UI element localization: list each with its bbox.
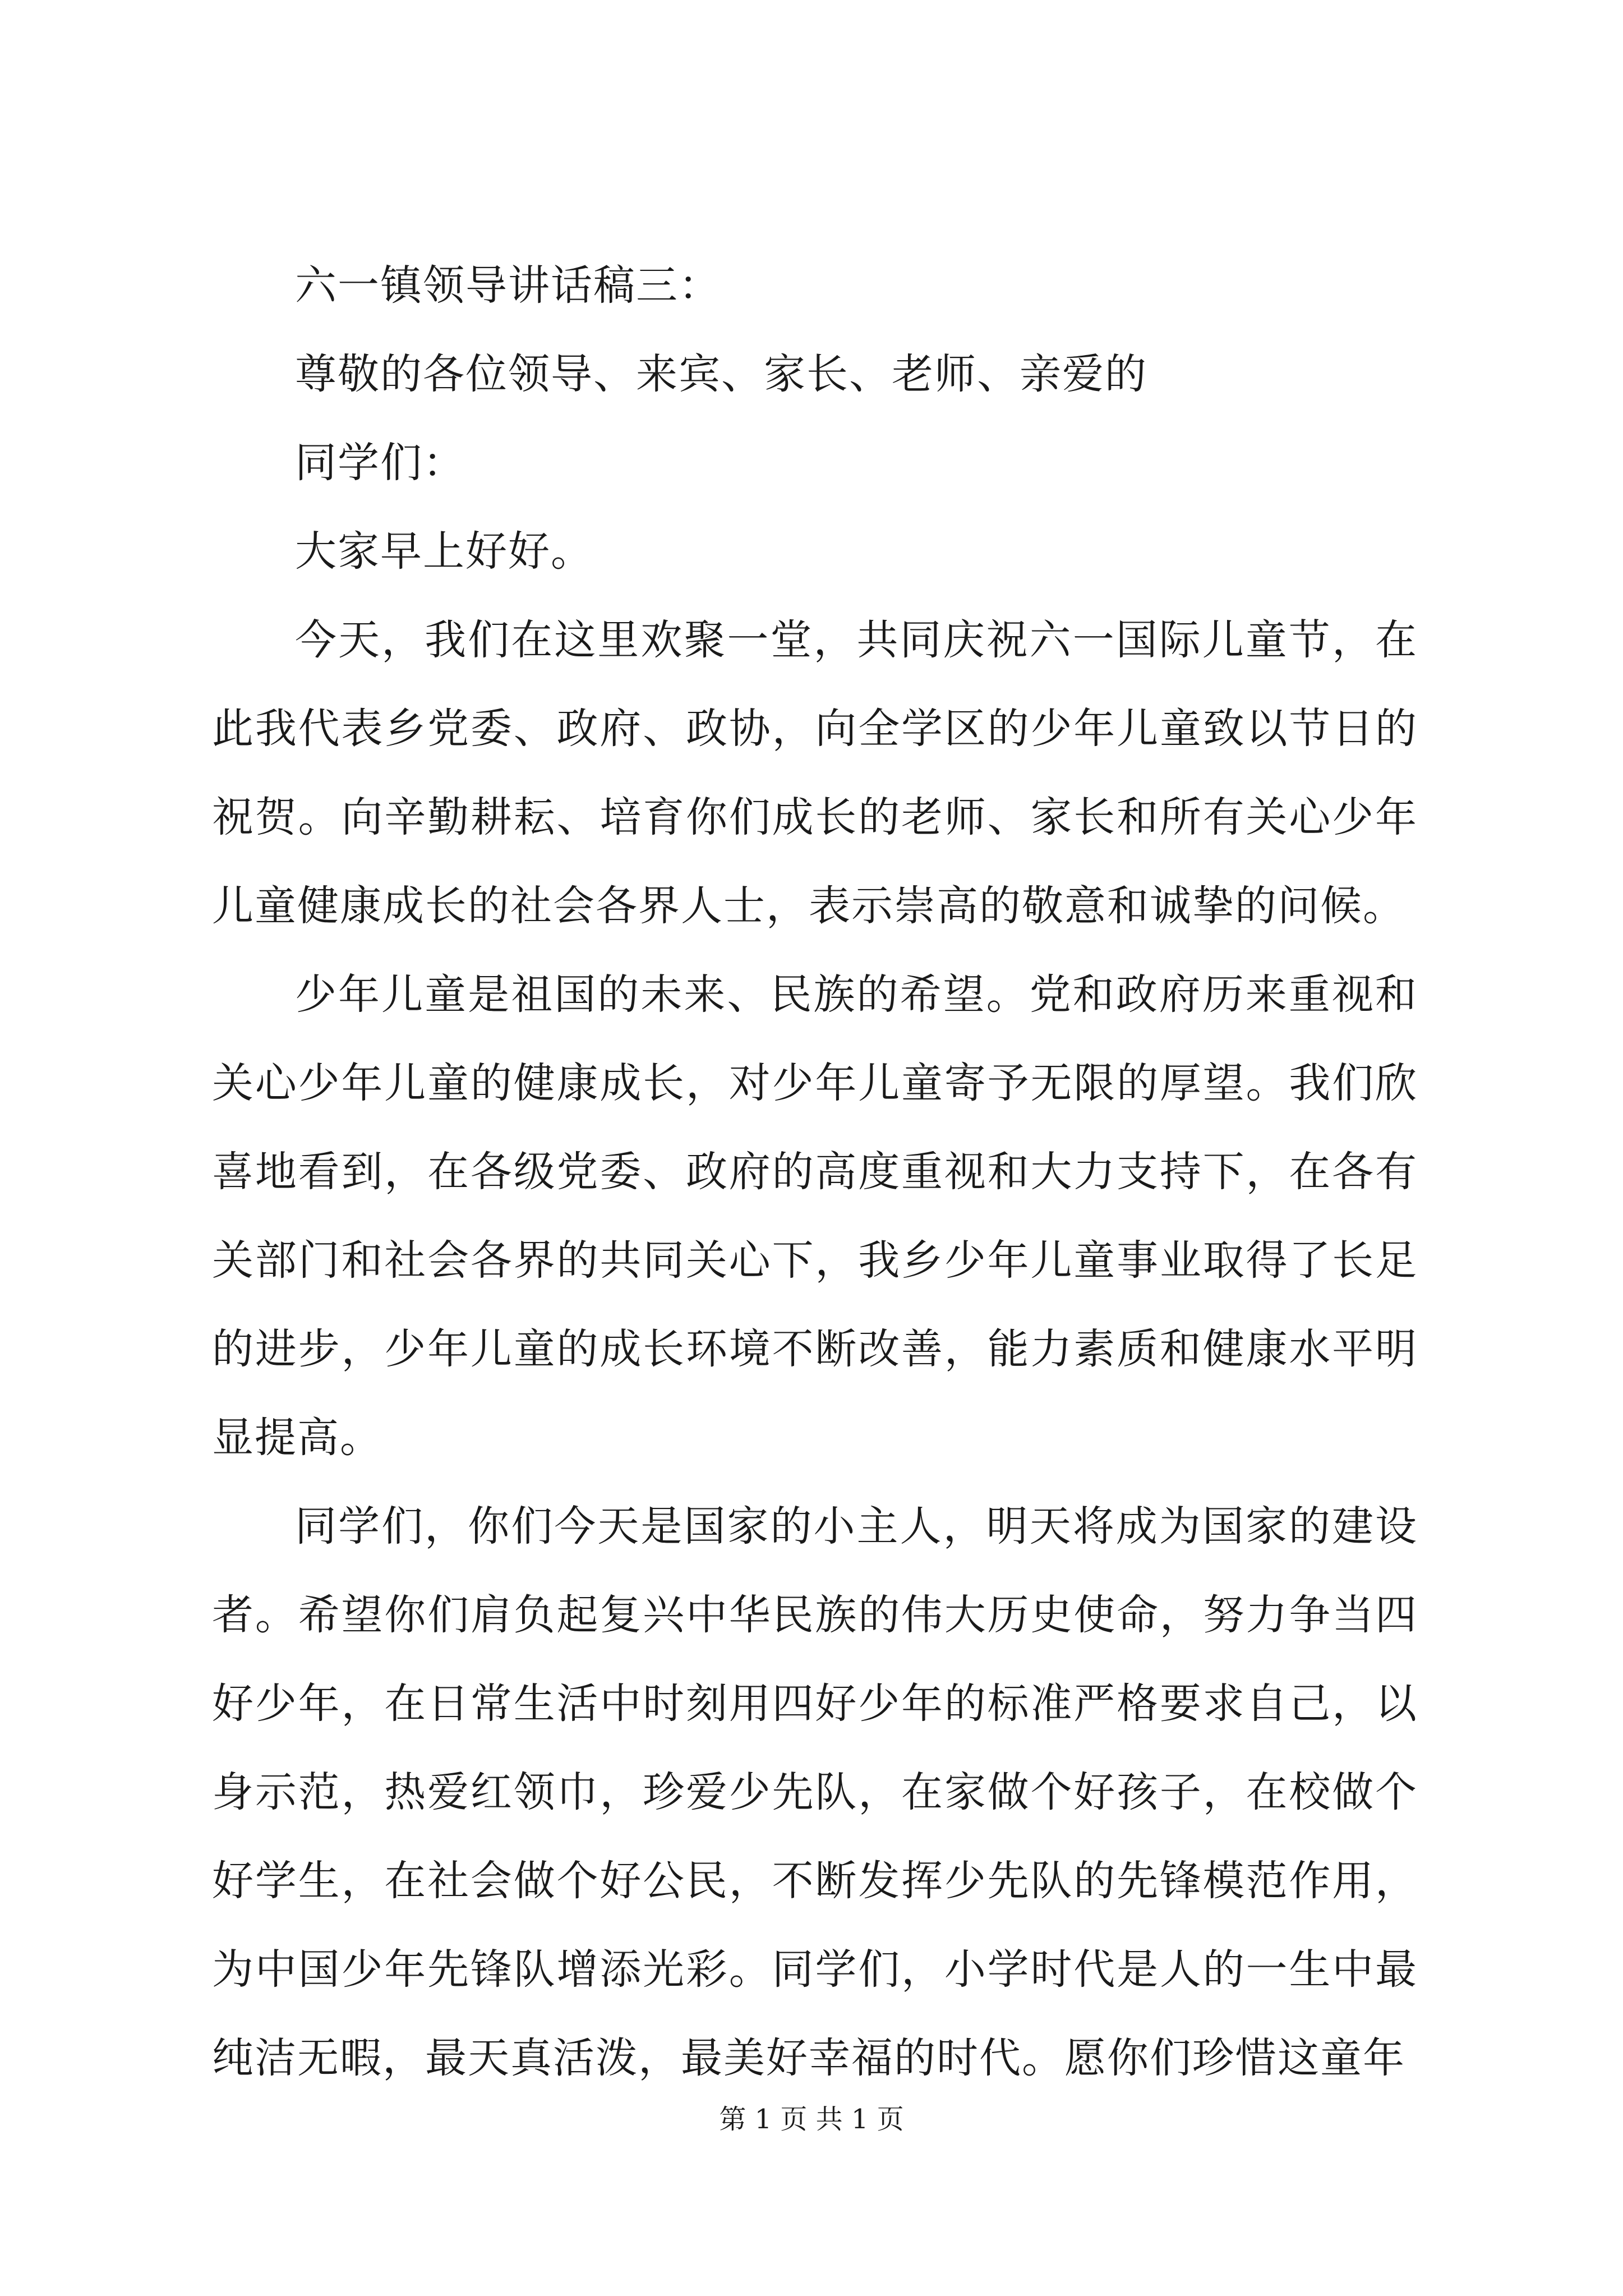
salutation-line: 尊敬的各位领导、来宾、家长、老师、亲爱的 <box>295 350 1147 398</box>
page-number-label: 第 1 页 共 1 页 <box>719 2104 904 2135</box>
greeting-paragraph: 大家早上好好。 <box>295 527 593 576</box>
heading-line: 六一镇领导讲话稿三： <box>295 261 721 310</box>
body-paragraph: 今天，我们在这里欢聚一堂，共同庆祝六一国际儿童节，在此我代表乡党委、政府、政协，向全学区的少年儿童致以节日的祝贺。向辛勤耕耘、培育你们成长的老师、家长和所有关心少年儿童健康成长的社会各界人士，表示崇高的敬意和诚挚的问候。 <box>212 616 1418 930</box>
document-body <box>212 241 1418 2102</box>
page-footer <box>0 2102 1623 2136</box>
salutation-continuation: 同学们： <box>295 439 465 487</box>
body-paragraph: 少年儿童是祖国的未来、民族的希望。党和政府历来重视和关心少年儿童的健康成长，对少年儿童寄予无限的厚望。我们欣喜地看到，在各级党委、政府的高度重视和大力支持下，在各有关部门和社会各界的共同关心下，我乡少年儿童事业取得了长足的进步，少年儿童的成长环境不断改善，能力素质和健康水平明显提高。 <box>212 970 1418 1462</box>
body-paragraph: 同学们，你们今天是国家的小主人，明天将成为国家的建设者。希望你们肩负起复兴中华民族的伟大历史使命，努力争当四好少年，在日常生活中时刻用四好少年的标准严格要求自己，以身示范，热爱红领巾，珍爱少先队，在家做个好孩子，在校做个好学生，在社会做个好公民，不断发挥少先队的先锋模范作用，为中国少年先锋队增添光彩。同学们，小学时代是人的一生中最纯洁无暇，最天真活泼，最美好幸福的时代。愿你们珍惜这童年 <box>212 1502 1418 2082</box>
